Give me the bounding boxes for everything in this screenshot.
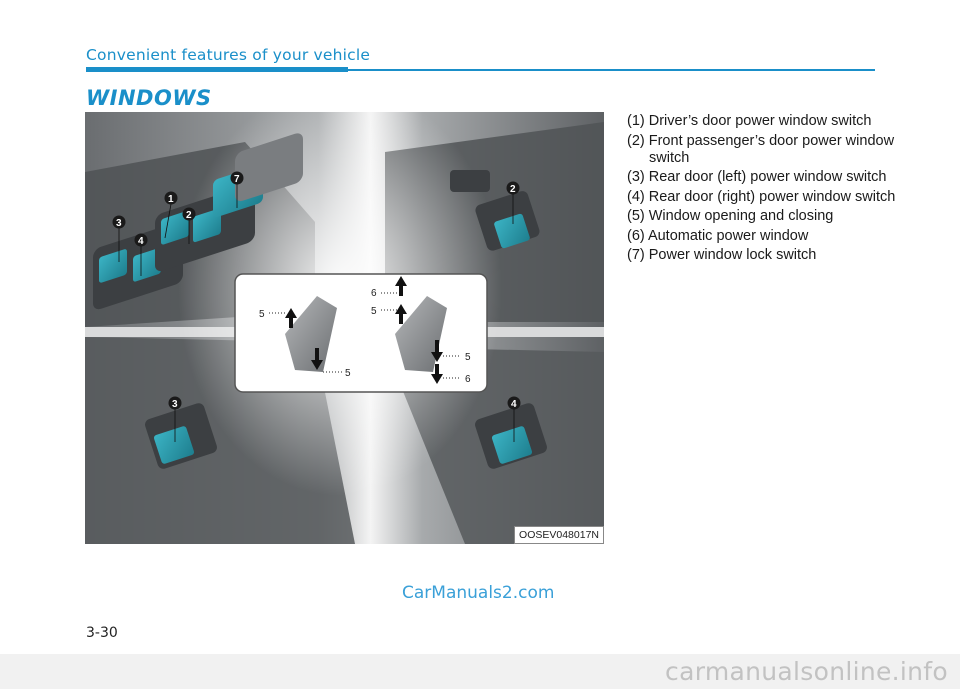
legend-item: (6) Automatic power window	[627, 227, 809, 244]
legend-item: (3) Rear door (left) power window switch	[627, 169, 887, 185]
passenger-door-lock	[450, 170, 490, 192]
figure-illustration	[85, 112, 604, 544]
legend-item: (2) Front passenger’s door power window switch	[627, 132, 895, 166]
legend-item: (1) Driver’s door power window switch	[627, 113, 872, 129]
legend-item: (5) Window opening and closing	[627, 208, 834, 224]
inset-label: 6	[371, 288, 377, 299]
inset-label: 5	[371, 306, 377, 317]
inset-label: 5	[345, 368, 351, 379]
footer-site-link[interactable]: carmanualsonline.info	[665, 657, 948, 686]
svg-text:4: 4	[138, 236, 144, 247]
legend-list	[627, 113, 897, 267]
svg-text:2: 2	[186, 210, 192, 221]
header-rule-thick	[86, 67, 348, 72]
inset-diagram	[235, 274, 487, 392]
svg-text:3: 3	[172, 399, 178, 410]
window-switches-figure	[85, 112, 604, 544]
inset-label: 5	[259, 309, 265, 320]
svg-text:7: 7	[234, 174, 240, 185]
page-title: WINDOWS	[86, 86, 212, 110]
watermark-link[interactable]: CarManuals2.com	[402, 583, 555, 603]
header-section-title: Convenient features of your vehicle	[86, 46, 371, 64]
page-number: 3-30	[86, 625, 118, 641]
header-rule-thin	[348, 69, 875, 71]
figure-code: OOSEV048017N	[514, 526, 604, 544]
inset-label: 5	[465, 352, 471, 363]
svg-text:2: 2	[510, 184, 516, 195]
svg-text:1: 1	[168, 194, 174, 205]
footer-bar	[0, 654, 960, 689]
legend-item: (4) Rear door (right) power window switch	[627, 188, 896, 205]
svg-text:4: 4	[511, 399, 517, 410]
legend-item: (7) Power window lock switch	[627, 247, 817, 263]
svg-text:3: 3	[116, 218, 122, 229]
inset-label: 6	[465, 374, 471, 385]
